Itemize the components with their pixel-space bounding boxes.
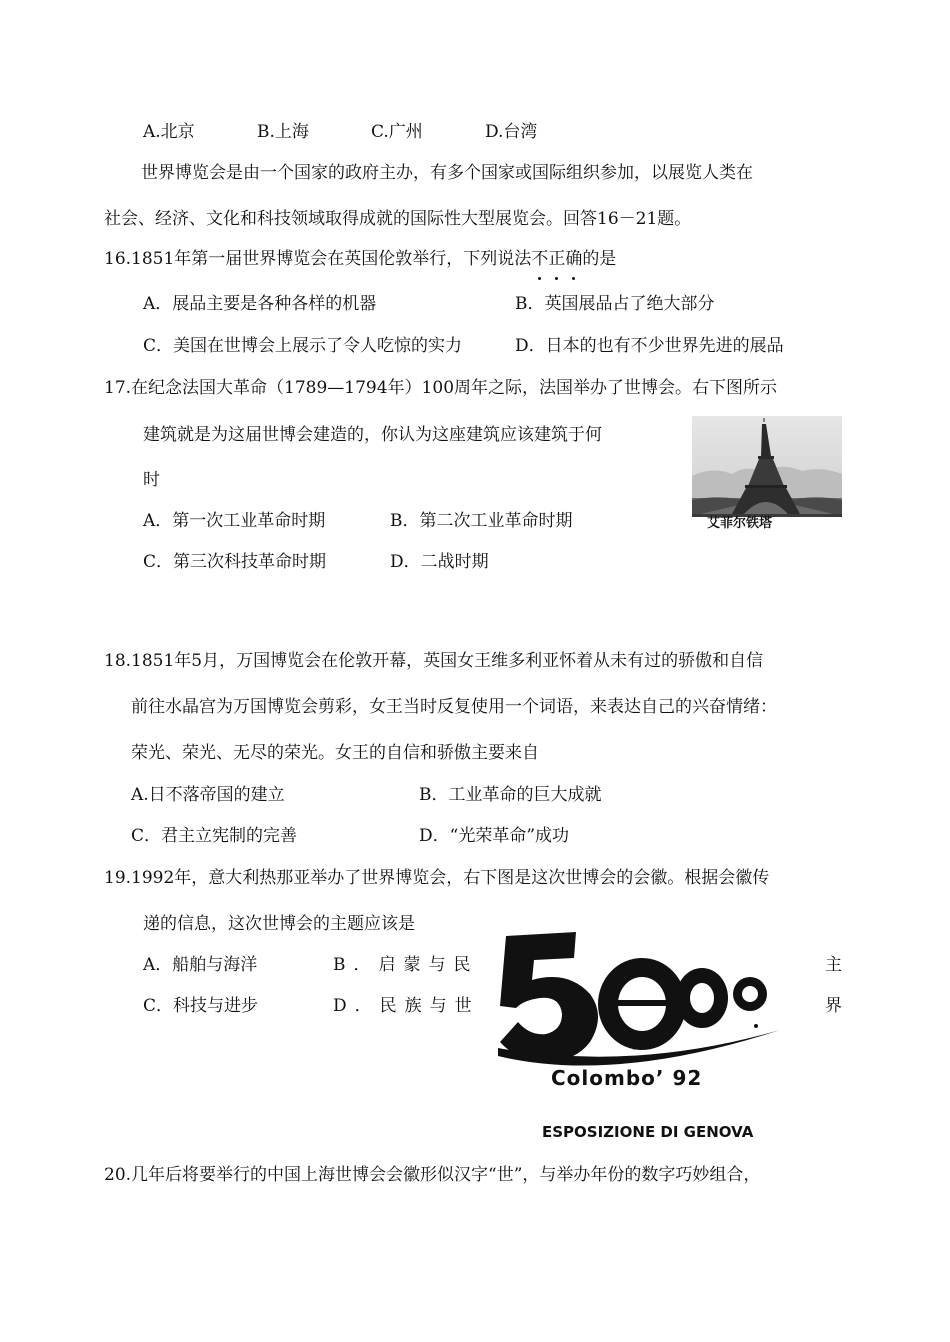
q18-option-b: B．工业革命的巨大成就 (419, 785, 602, 805)
q19-option-a: A．船舶与海洋 (143, 955, 258, 975)
logo-colombo-text: Colombo’ 92 (551, 1066, 703, 1090)
q19-option-c: C．科技与进步 (143, 996, 259, 1016)
q16-option-d: D．日本的也有不少世界先进的展品 (515, 336, 784, 356)
q19-option-b-end: 主 (825, 955, 842, 975)
q15-option-b: B.上海 (257, 122, 309, 142)
q18-stem-line-1: 18.1851年5月，万国博览会在伦敦开幕，英国女王维多利亚怀着从未有过的骄傲和自信 (104, 651, 764, 671)
q17-option-d: D．二战时期 (390, 552, 489, 572)
emphasis-char: 不 (531, 249, 549, 269)
emphasis-char: 正 (548, 249, 566, 269)
intro-line-1: 世界博览会是由一个国家的政府主办，有多个国家或国际组织参加，以展览人类在 (141, 163, 753, 183)
q19-option-d: D．民族与世 (333, 996, 480, 1016)
q17-option-b: B．第二次工业革命时期 (390, 511, 573, 531)
q19-option-d-end: 界 (825, 996, 842, 1016)
eiffel-tower-caption: 艾菲尔铁塔 (707, 516, 773, 531)
q16-option-c: C．美国在世博会上展示了令人吃惊的实力 (143, 336, 463, 356)
q15-option-a: A.北京 (143, 122, 195, 142)
q20-stem-line-1: 20.几年后将要举行的中国上海世博会会徽形似汉字“世”，与举办年份的数字巧妙组合， (104, 1165, 761, 1185)
q17-option-a: A．第一次工业革命时期 (143, 511, 326, 531)
q18-stem-line-2: 前往水晶宫为万国博览会剪彩，女王当时反复使用一个词语，来表达自己的兴奋情绪： (131, 697, 777, 717)
q15-option-d: D.台湾 (485, 122, 538, 142)
q15-option-c: C.广州 (371, 122, 423, 142)
q17-option-c: C．第三次科技革命时期 (143, 552, 327, 572)
q16-option-b: B．英国展品占了绝大部分 (515, 294, 715, 314)
q19-stem-line-2: 递的信息，这次世博会的主题应该是 (143, 914, 415, 934)
emphasis-char: 确 (565, 249, 583, 269)
q18-option-a: A.日不落帝国的建立 (131, 785, 285, 805)
q17-stem-line-3: 时 (143, 470, 160, 490)
q19-stem-line-1: 19.1992年，意大利热那亚举办了世界博览会，右下图是这次世博会的会徽。根据会徽传 (104, 868, 770, 888)
q19-option-b: B．启蒙与民 (333, 955, 479, 975)
q16-stem (104, 247, 616, 271)
logo-caption: ESPOSIZIONE DI GENOVA (542, 1123, 754, 1141)
q17-stem-line-2: 建筑就是为这届世博会建造的，你认为这座建筑应该建筑于何 (143, 425, 602, 445)
intro-line-2: 社会、经济、文化和科技领域取得成就的国际性大型展览会。回答16－21题。 (104, 209, 692, 229)
q17-stem-line-1: 17.在纪念法国大革命（1789—1794年）100周年之际，法国举办了世博会。右下图所示 (104, 378, 778, 398)
q16-stem-pre: 16.1851年第一届世界博览会在英国伦敦举行，下列说法 (104, 249, 532, 269)
q16-stem-post: 的是 (582, 249, 617, 269)
q18-option-c: C．君主立宪制的完善 (131, 826, 298, 846)
q18-stem-line-3: 荣光、荣光、无尽的荣光。女王的自信和骄傲主要来自 (131, 743, 539, 763)
q18-option-d: D．“光荣革命”成功 (419, 826, 570, 846)
q16-option-a: A．展品主要是各种各样的机器 (143, 294, 377, 314)
